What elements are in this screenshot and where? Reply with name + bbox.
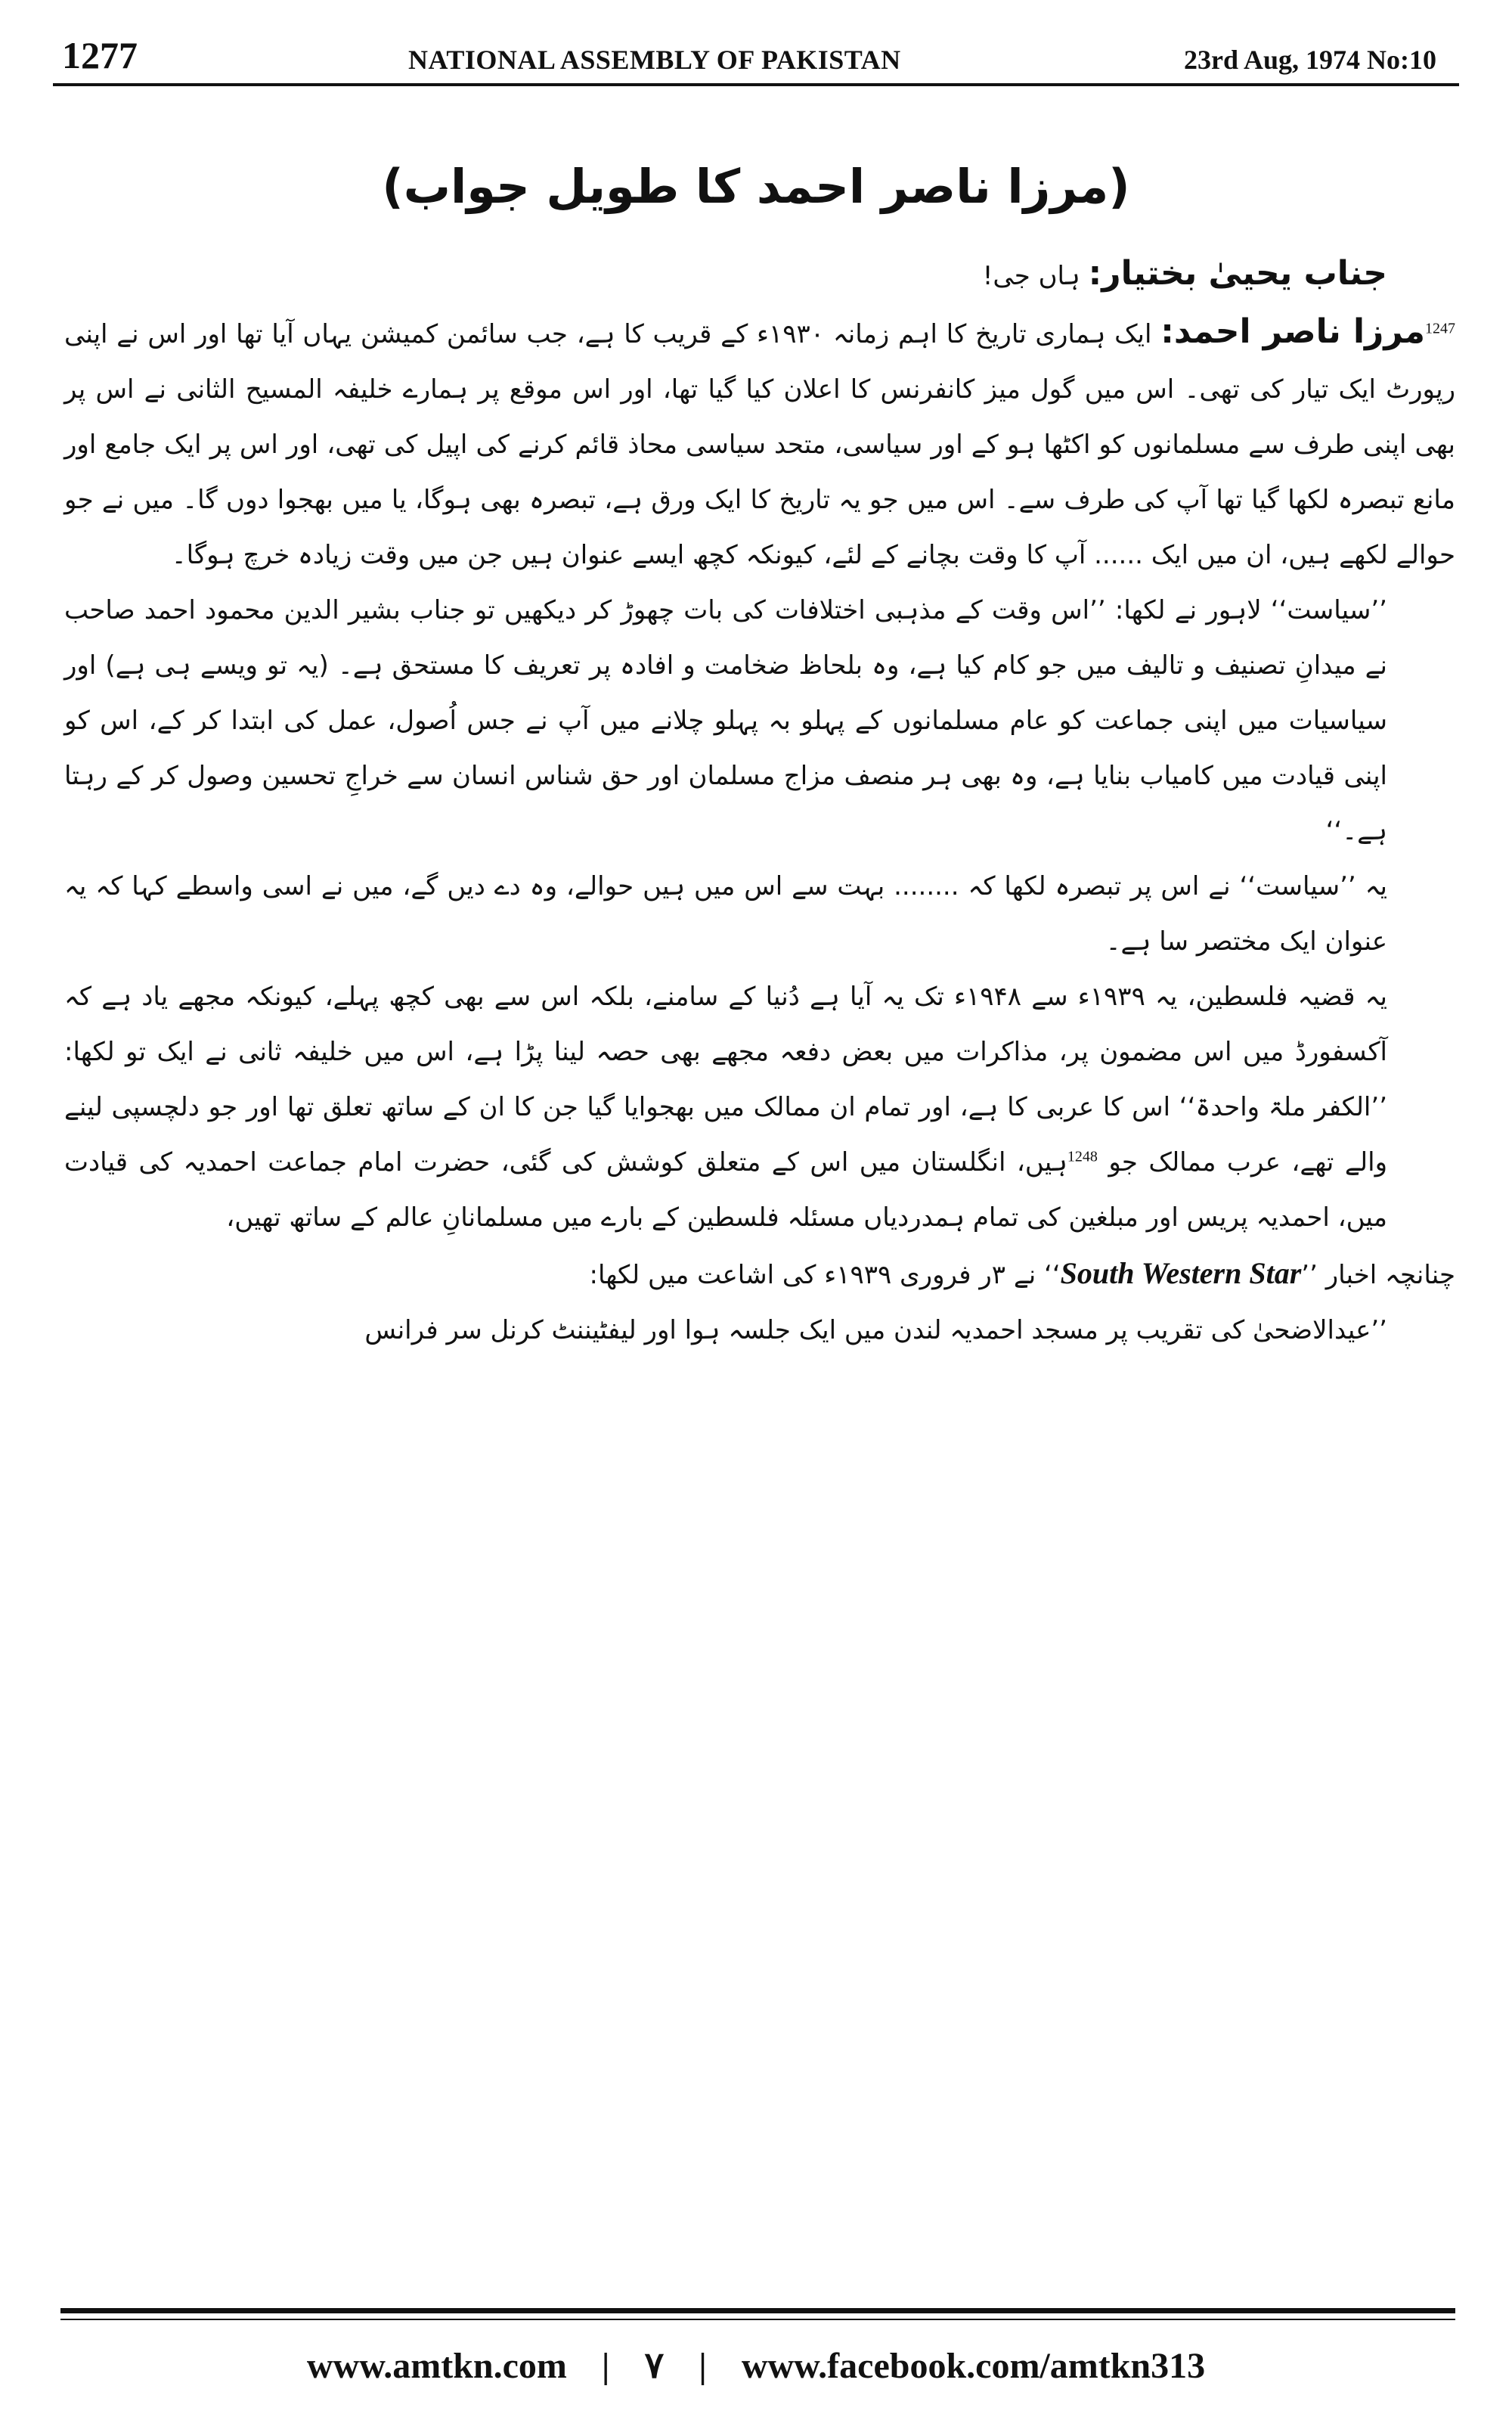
paragraph-7: ’’عیدالاضحیٰ کی تقریب پر مسجد احمدیہ لندن میں ایک جلسہ ہوا اور لیفٹیننٹ کرنل سر فرانس xyxy=(364,1315,1387,1345)
speaker-name: جناب یحییٰ بختیار: xyxy=(1088,254,1387,293)
paragraph-text: یہ قضیہ فلسطین، یہ ۱۹۳۹ء سے ۱۹۴۸ء تک یہ آیا ہے دُنیا کے سامنے، بلکہ اس سے بھی کچھ پہلے، کیونکہ مجھے یاد ہے کہ آکسفورڈ میں اس مضمون پر، مذاکرات میں بعض دفعہ مجھے بھی حصہ لینا پڑا ہے، اس میں خلیفہ ثانی نے ایک تو لکھا: ’’الکفر ملۃ واحدۃ‘‘ اس کا عربی کا ہے، اور تمام ان ممالک میں بھجوایا گیا جن کا ان کے ساتھ تعلق تھا اور جو دلچسپی لینے والے تھے، عرب ممالک جو xyxy=(64,982,1387,1177)
newspaper-name: South Western Star xyxy=(1060,1256,1302,1290)
page-number: 1277 xyxy=(62,34,138,76)
paragraph-text: ایک ہماری تاریخ کا اہم زمانہ ۱۹۳۰ء کے قریب کا ہے، جب سائمن کمیشن یہاں آیا تھا اور اس نے اپنی رپورٹ ایک تیار کی تھی۔ اس میں گول میز کانفرنس کا اعلان کیا گیا تھا، اور اس موقع پر ہمارے خلیفہ المسیح الثانی نے اس پر بھی اپنی طرف سے مسلمانوں کو اکٹھا ہو کے اور سیاسی، متحد سیاسی محاذ قائم کرنے کی اپیل کی تھی، اور اس پر ایک جامع اور مانع تبصرہ لکھا گیا تھا آپ کی طرف سے۔ اس میں جو یہ تاریخ کا ایک ورق ہے، تبصرہ بھی ہوگا، یا میں بھجوا دوں گا۔ میں نے جو حوالے لکھے ہیں، ان میں ایک ...... آپ کا وقت بچانے کے لئے، کیونکہ کچھ ایسے عنوان ہیں جن میں وقت زیادہ خرچ ہوگا۔ xyxy=(64,319,1455,570)
paragraph-6 xyxy=(64,1246,1455,1303)
footnote-marker: 1248 xyxy=(1067,1148,1098,1165)
header-title: NATIONAL ASSEMBLY OF PAKISTAN xyxy=(408,45,901,75)
page-footer xyxy=(0,2344,1512,2387)
paragraph-text: چنانچہ اخبار ’’ xyxy=(1301,1260,1455,1290)
paragraph-4: یہ ’’سیاست‘‘ نے اس پر تبصرہ لکھا کہ ........ بہت سے اس میں ہیں حوالے، وہ دے دیں گے، میں نے اسی واسطے کہا کہ یہ عنوان ایک مختصر سا ہے۔ xyxy=(64,871,1387,957)
body-text xyxy=(64,246,1455,1358)
footer-page-mark: ٧ xyxy=(644,2346,665,2386)
paragraph-5 xyxy=(64,970,1455,1246)
paragraph-1 xyxy=(64,246,1455,304)
footnote-marker: 1247 xyxy=(1425,320,1456,337)
chapter-title: (مرزا ناصر احمد کا طویل جواب) xyxy=(382,159,1130,214)
footer-website-link[interactable]: www.amtkn.com xyxy=(306,2346,567,2386)
paragraph-2 xyxy=(64,304,1455,583)
header-date: 23rd Aug, 1974 No:10 xyxy=(1183,45,1436,75)
footer-separator: | xyxy=(699,2346,707,2386)
speaker-name: مرزا ناصر احمد: xyxy=(1160,312,1426,351)
header-rule xyxy=(53,83,1459,86)
paragraph-text: ‘‘ نے ۳ر فروری ۱۹۳۹ء کی اشاعت میں لکھا: xyxy=(589,1260,1061,1290)
paragraph-text: ہاں جی! xyxy=(982,261,1089,291)
footer-separator: | xyxy=(601,2346,610,2386)
footer-facebook-link[interactable]: www.facebook.com/amtkn313 xyxy=(741,2346,1206,2386)
page-header xyxy=(53,30,1459,83)
footer-rule-thin xyxy=(60,2319,1455,2320)
footer-rule-thick xyxy=(60,2308,1455,2313)
paragraph-3: ’’سیاست‘‘ لاہور نے لکھا: ’’اس وقت کے مذہبی اختلافات کی بات چھوڑ کر دیکھیں تو جناب بشیر الدین محمود احمد صاحب نے میدانِ تصنیف و تالیف میں جو کام کیا ہے، وہ بلحاظ ضخامت و افادہ پر تعریف کا مستحق ہے۔ (یہ تو ویسے ہی ہے) اور سیاسیات میں اپنی جماعت کو عام مسلمانوں کے پہلو بہ پہلو چلانے میں آپ نے جس اُصول، عمل کی ابتدا کر کے، اس کو اپنی قیادت میں کامیاب بنایا ہے، وہ بھی ہر منصف مزاج مسلمان اور حق شناس انسان سے خراجِ تحسین وصول کر کے رہتا ہے۔‘‘ xyxy=(64,595,1387,846)
paragraph-text: ہیں، انگلستان میں اس کے متعلق کوشش کی گئی، حضرت امام جماعت احمدیہ کی قیادت میں، احمدیہ پریس اور مبلغین کی تمام ہمدردیاں مسئلہ فلسطین کے بارے میں مسلمانانِ عالم کے ساتھ تھیں، xyxy=(64,1147,1387,1233)
